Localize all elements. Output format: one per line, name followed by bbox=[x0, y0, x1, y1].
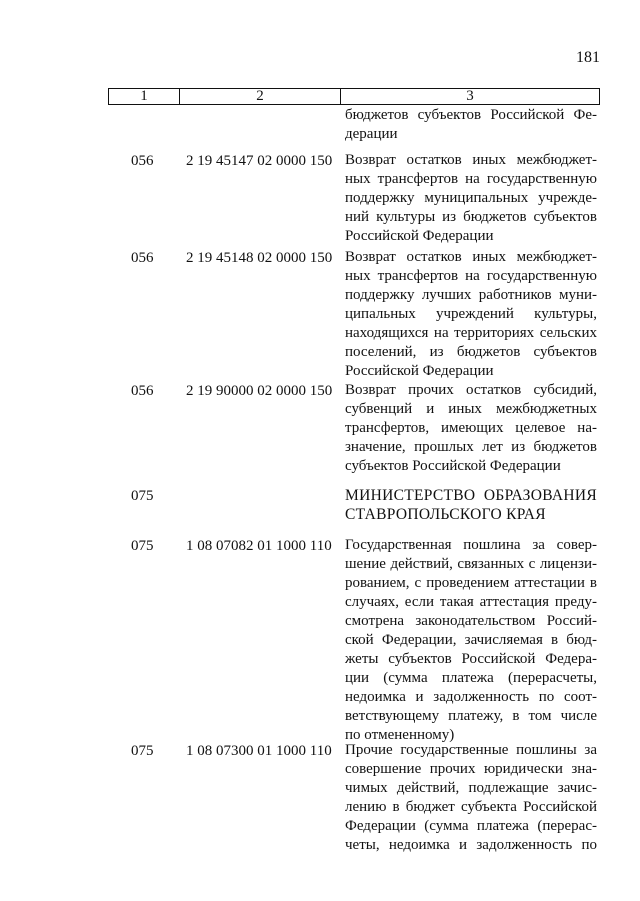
text-line: недоимка и задолженность по соот- bbox=[345, 689, 597, 705]
text-line: ветствующему платежу, в том числе bbox=[345, 708, 597, 724]
text-line: Возврат остатков иных межбюджет- bbox=[345, 152, 597, 168]
text-line: смотрена законодательством Россий- bbox=[345, 613, 597, 629]
text-line: Федерации (сумма платежа (перерас- bbox=[345, 818, 597, 834]
budget-classification-code: 1 08 07082 01 1000 110 bbox=[186, 538, 332, 554]
budget-classification-code: 1 08 07300 01 1000 110 bbox=[186, 743, 332, 759]
text-line: случаях, если такая аттестация преду- bbox=[345, 594, 597, 610]
text-line: ципальных учреждений культуры, bbox=[345, 306, 597, 322]
text-line: четы, недоимка и задолженность по bbox=[345, 837, 597, 853]
text-line: значение, прошлых лет из бюджетов bbox=[345, 439, 597, 455]
text-line: бюджетов субъектов Российской Фе- bbox=[345, 107, 597, 123]
admin-code: 075 bbox=[131, 488, 154, 504]
text-line: поддержку лучших работников муни- bbox=[345, 287, 597, 303]
admin-code: 075 bbox=[131, 743, 154, 759]
text-line: шение действий, связанных с лицензи- bbox=[345, 556, 597, 572]
column-header-1: 1 bbox=[109, 89, 180, 105]
revenue-description bbox=[345, 381, 597, 476]
admin-code: 056 bbox=[131, 383, 154, 399]
text-line: Прочие государственные пошлины за bbox=[345, 742, 597, 758]
column-header-2: 2 bbox=[180, 89, 341, 105]
text-line: по отмененному) bbox=[345, 727, 455, 743]
text-line: рованием, с проведением аттестации в bbox=[345, 575, 597, 591]
text-line: Российской Федерации bbox=[345, 228, 494, 244]
revenue-description bbox=[345, 151, 597, 246]
text-line: находящихся на территориях сельских bbox=[345, 325, 597, 341]
text-line: Российской Федерации bbox=[345, 363, 494, 379]
budget-classification-code: 2 19 45148 02 0000 150 bbox=[186, 250, 333, 266]
text-line: поселений, из бюджетов субъектов bbox=[345, 344, 597, 360]
text-line: субвенций и иных межбюджетных bbox=[345, 401, 597, 417]
ministry-heading bbox=[345, 486, 597, 524]
column-header-3: 3 bbox=[341, 89, 600, 105]
text-line: субъектов Российской Федерации bbox=[345, 458, 561, 474]
text-line: Возврат остатков иных межбюджет- bbox=[345, 249, 597, 265]
budget-classification-code: 2 19 90000 02 0000 150 bbox=[186, 383, 333, 399]
page-number: 181 bbox=[576, 49, 600, 66]
revenue-description bbox=[345, 536, 597, 745]
admin-code: 075 bbox=[131, 538, 154, 554]
text-line: чимых действий, подлежащие зачис- bbox=[345, 780, 597, 796]
text-line: совершение прочих юридически зна- bbox=[345, 761, 597, 777]
column-header-table bbox=[108, 88, 600, 105]
text-line: Возврат прочих остатков субсидий, bbox=[345, 382, 597, 398]
revenue-description bbox=[345, 248, 597, 381]
text-line: дерации bbox=[345, 126, 398, 142]
revenue-description bbox=[345, 741, 597, 855]
text-line: ний культуры из бюджетов субъектов bbox=[345, 209, 597, 225]
text-line: трансфертов, имеющих целевое на- bbox=[345, 420, 597, 436]
text-line: жеты субъектов Российской Федера- bbox=[345, 651, 597, 667]
text-line: ской Федерации, зачисляемая в бюд- bbox=[345, 632, 597, 648]
text-line: МИНИСТЕРСТВО ОБРАЗОВАНИЯ bbox=[345, 487, 597, 504]
budget-classification-code: 2 19 45147 02 0000 150 bbox=[186, 153, 333, 169]
text-line: поддержку муниципальных учрежде- bbox=[345, 190, 597, 206]
text-line: Государственная пошлина за совер- bbox=[345, 537, 597, 553]
admin-code: 056 bbox=[131, 153, 154, 169]
continuation-text bbox=[345, 106, 597, 144]
admin-code: 056 bbox=[131, 250, 154, 266]
text-line: СТАВРОПОЛЬСКОГО КРАЯ bbox=[345, 506, 546, 523]
text-line: ции (сумма платежа (перерасчеты, bbox=[345, 670, 597, 686]
text-line: лению в бюджет субъекта Российской bbox=[345, 799, 597, 815]
text-line: ных трансфертов на государственную bbox=[345, 268, 597, 284]
text-line: ных трансфертов на государственную bbox=[345, 171, 597, 187]
